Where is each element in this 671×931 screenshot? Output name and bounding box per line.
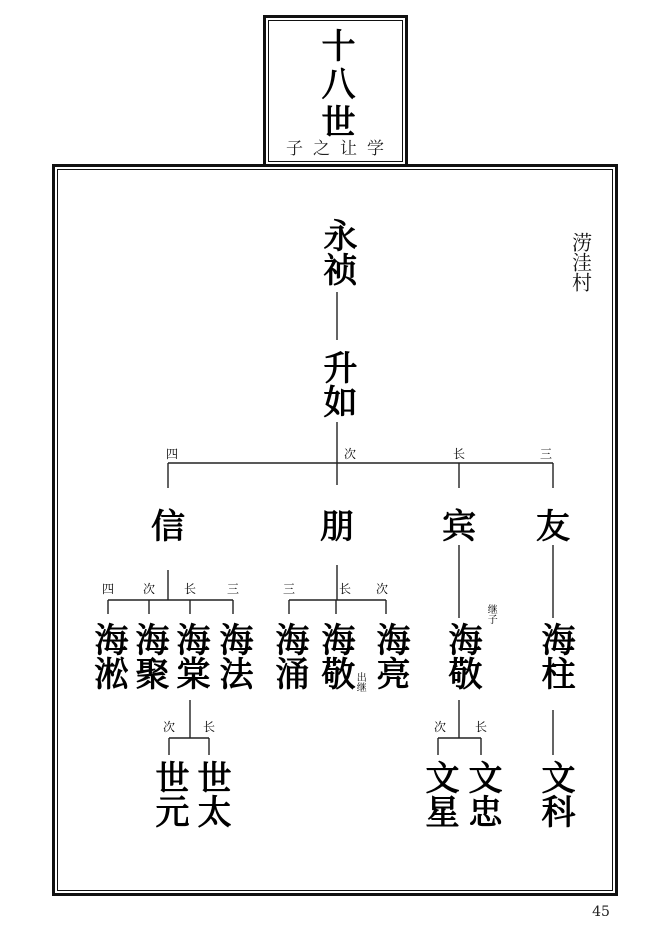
jing-label-1: 次 <box>433 720 447 734</box>
peng-label-1: 三 <box>282 582 296 596</box>
node-shi-yuan: 世元 <box>149 760 189 828</box>
peng-label-3: 次 <box>375 582 389 596</box>
branch-label-xin: 四 <box>165 447 179 461</box>
node-shi-tai: 世太 <box>191 760 231 828</box>
node-wen-ke: 文科 <box>535 760 575 828</box>
village-label: 涝洼村 <box>568 232 593 292</box>
node-you: 友 <box>536 507 570 547</box>
generation-title: 十八世 <box>315 28 355 142</box>
node-hai-tang: 海棠 <box>170 622 210 690</box>
node-hai-jing-bin: 海敬 <box>442 622 482 690</box>
node-hai-jing-peng: 海敬 <box>315 622 355 690</box>
xin-label-1: 四 <box>101 582 115 596</box>
node-hai-zhu: 海柱 <box>535 622 575 690</box>
node-yongzhen: 永祯 <box>317 218 357 286</box>
node-wen-zhong: 文忠 <box>462 760 502 828</box>
node-hai-yong: 海涌 <box>269 622 309 690</box>
node-xin: 信 <box>151 507 185 547</box>
tang-label-1: 次 <box>162 720 176 734</box>
note-chuji: 出继 <box>354 672 366 692</box>
note-jizi: 继子 <box>485 604 497 624</box>
tang-label-2: 长 <box>202 720 216 734</box>
xin-label-3: 长 <box>183 582 197 596</box>
jing-label-2: 长 <box>474 720 488 734</box>
xin-label-4: 三 <box>226 582 240 596</box>
node-bin: 宾 <box>442 507 476 547</box>
node-hai-liang: 海亮 <box>370 622 410 690</box>
branch-label-bin: 长 <box>452 447 466 461</box>
node-wen-xing: 文星 <box>419 760 459 828</box>
page-number: 45 <box>592 904 610 920</box>
xin-label-2: 次 <box>142 582 156 596</box>
node-hai-song: 海淞 <box>88 622 128 690</box>
node-peng: 朋 <box>320 507 354 547</box>
node-hai-ju: 海聚 <box>129 622 169 690</box>
node-shengru: 升如 <box>317 350 357 418</box>
branch-label-peng: 次 <box>343 447 357 461</box>
branch-label-you: 三 <box>539 447 553 461</box>
node-hai-fa: 海法 <box>213 622 253 690</box>
generation-subtitle: 子之让学 <box>286 139 394 159</box>
peng-label-2: 长 <box>338 582 352 596</box>
